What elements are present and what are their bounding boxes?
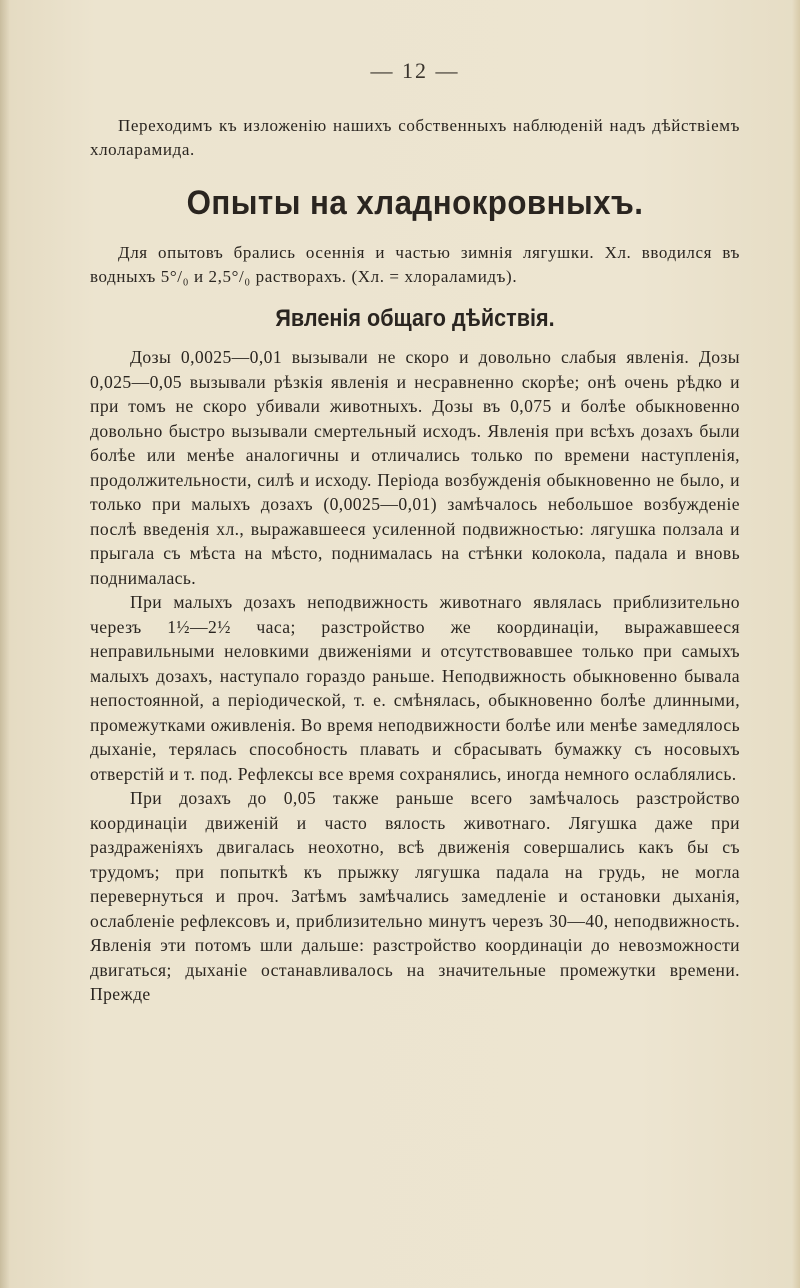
section-title: Опыты на хладнокровныхъ. — [186, 184, 644, 222]
section-intro-paragraph: Для опытовъ брались осеннія и частью зимнія лягушки. Хл. вводился въ водныхъ 5°/₀ и 2,5°/₀ растворахъ. (Хл. = хлораламидъ). — [90, 243, 740, 286]
intro-paragraph: Переходимъ къ изложенію нашихъ собственныхъ наблюденій надъ дѣйствіемъ хлоларамида. — [90, 116, 740, 159]
binding-shadow — [0, 0, 10, 1288]
body-paragraph-2: При малыхъ дозахъ неподвижность животнаго являлась приблизительно черезъ 1½—2½ часа; разстройство же координаціи, выражавшееся неправильными неловкими движеніями и отсутствовавшее только при самыхъ малыхъ дозахъ, наступало гораздо раньше. Неподвижность обыкновенно бывала непостоянной, а періодической, т. е. смѣнялась, обыкновенно болѣе длинными, промежутками оживленія. Во время неподвижности болѣе или менѣе замедлялось дыханіе, терялась способность плавать и сбрасывать бумажку съ носовыхъ отверстій и т. под. Рефлексы все время сохранялись, иногда немного ослаблялись. — [90, 592, 740, 784]
body-paragraph-1: Дозы 0,0025—0,01 вызывали не скоро и довольно слабыя явленія. Дозы 0,025—0,05 вызывали рѣзкія явленія и несравненно скорѣе; онѣ очень рѣдко и при томъ не скоро убивали животныхъ. Дозы въ 0,075 и болѣе обыкновенно довольно быстро вызывали смертельный исходъ. Явленія при всѣхъ дозахъ были болѣе или менѣе аналогичны и отличались только по времени наступленія, продолжительности, силѣ и исходу. Періода возбужденія обыкновенно не было, и только при малыхъ дозахъ (0,0025—0,01) замѣчалось небольшое возбужденіе послѣ введенія хл., выражавшееся усиленной подвижностью: лягушка ползала и прыгала съ мѣста на мѣсто, поднималась на стѣнки колокола, падала и вновь поднималась. — [90, 347, 740, 588]
page-content — [90, 58, 740, 1007]
subsection-title: Явленія общаго дѣйствія. — [275, 305, 555, 332]
body-paragraph-3: При дозахъ до 0,05 также раньше всего замѣчалось разстройство координаціи движеній и часто вялость животнаго. Лягушка даже при раздраженіяхъ двигалась неохотно, всѣ движенія совершались какъ бы съ трудомъ; при попыткѣ къ прыжку лягушка падала на грудь, не могла перевернуться и проч. Затѣмъ замѣчались замедленіе и остановки дыханія, ослабленіе рефлексовъ и, приблизительно минутъ черезъ 30—40, неподвижность. Явленія эти потомъ шли дальше: разстройство координаціи до невозможности двигаться; дыханіе останавливалось на значительные промежутки времени. Прежде — [90, 788, 740, 1004]
page-number: — 12 — — [370, 58, 460, 83]
page-edge — [792, 0, 800, 1288]
